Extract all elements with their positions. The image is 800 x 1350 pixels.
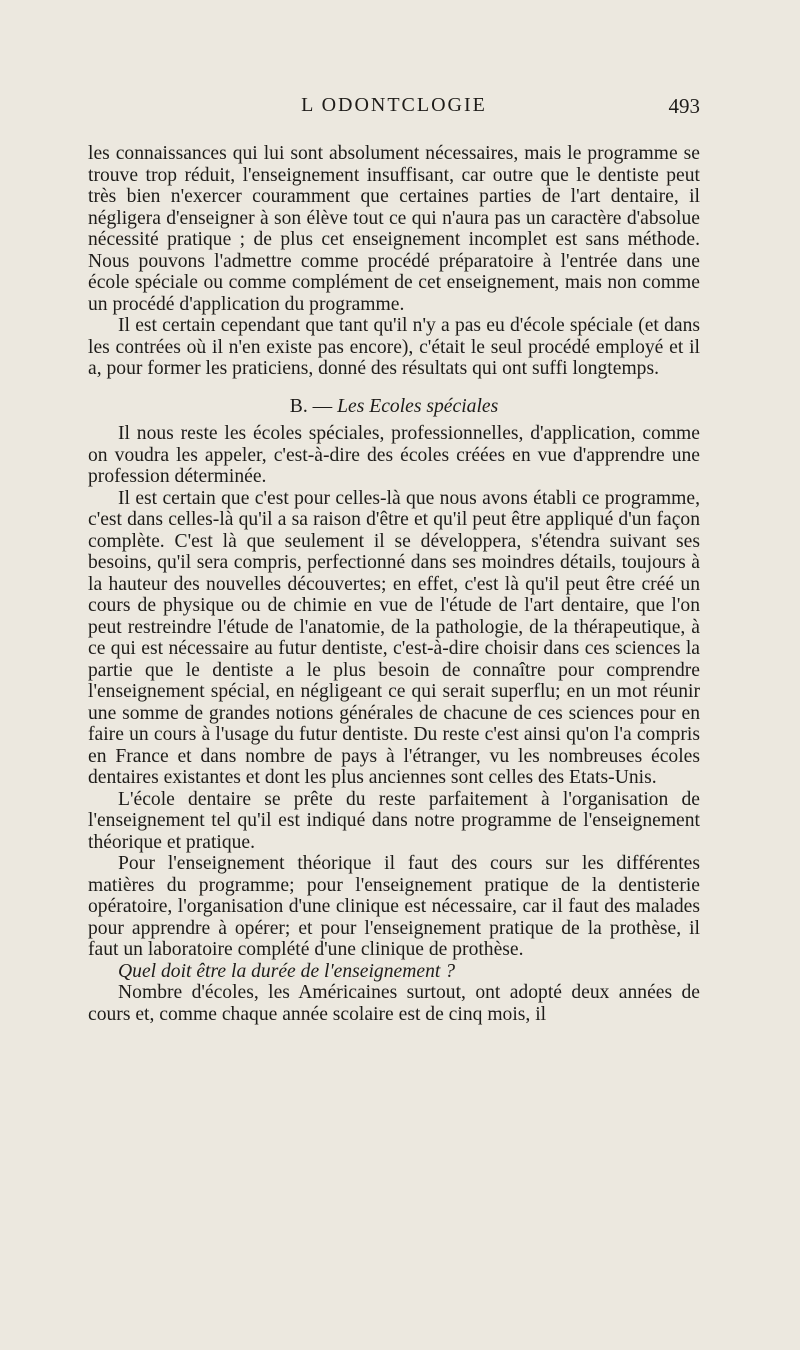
question-duration: Quel doit être la durée de l'enseignement ? [118,960,456,982]
paragraph-special-schools: Il nous reste les écoles spéciales, professionnelles, d'application, comme on voudra les appeler, c'est-à-dire des écoles créées en vue d'apprendre une profession déterminée. [88,423,700,487]
paragraph-dental-school: L'école dentaire se prête du reste parfaitement à l'organisation de l'enseignement tel qu'il est indiqué dans notre programme de l'enseignement théorique et pratique. [88,788,700,853]
section-heading [88,396,700,418]
page-header [88,94,700,124]
running-head: L ODONTCLOGIE [301,94,487,116]
section-dash: — [312,395,333,417]
paragraph-apprenticeship-results: Il est certain cependant que tant qu'il n'y a pas eu d'école spéciale (et dans les contrées où il n'en existe pas encore), c'était le seul procédé employé et il a, pour former les praticiens, donné des résultats qui ont suffi longtemps. [88,315,700,379]
page-body [88,143,700,1025]
section-title: Les Ecoles spéciales [337,395,499,417]
paragraph-continuation: les connaissances qui lui sont absolument nécessaires, mais le programme se trouve trop réduit, l'enseignement insuffisant, car outre que le dentiste peut très bien n'exercer couramment que certaines parties de l'art dentaire, il négligera d'enseigner à son élève tout ce qui n'aura pas un caractère d'absolue nécessité pratique ; de plus cet enseignement incomplet est sans méthode. Nous pouvons l'admettre comme procédé préparatoire à l'entrée dans une école spéciale ou comme complément de cet enseignement, mais non comme un procédé d'application du programme. [88,143,700,315]
section-letter: B. [289,395,308,417]
page-number: 493 [668,94,700,118]
paragraph-american-schools: Nombre d'écoles, les Américaines surtout, ont adopté deux années de cours et, comme chaque année scolaire est de cinq mois, il [88,982,700,1025]
paragraph-theory-practice: Pour l'enseignement théorique il faut des cours sur les différentes matières du programme; pour l'enseignement pratique de la dentisterie opératoire, l'organisation d'une clinique est nécessaire, car il faut des malades pour apprendre à opérer; et pour l'enseignement pratique de la prothèse, il faut un laboratoire complété d'une clinique de prothèse. [88,853,700,960]
paragraph-program-application: Il est certain que c'est pour celles-là que nous avons établi ce programme, c'est dans celles-là qu'il a sa raison d'être et qu'il peut être appliqué d'un façon complète. C'est là que seulement il se développera, s'étendra suivant ses besoins, qu'il sera compris, perfectionné dans ses moindres détails, toujours à la hauteur des nouvelles découvertes; en effet, c'est là qu'il peut être créé un cours de physique ou de chimie en vue de l'étude de l'art dentaire, que l'on peut restreindre l'étude de l'anatomie, de la pathologie, de la thérapeutique, à ce qui est nécessaire au futur dentiste, c'est-à-dire choisir dans ces sciences la partie que le dentiste a le plus besoin de connaître pour comprendre l'enseignement spécial, en négligeant ce qui serait superflu; en un mot réunir une somme de grandes notions générales de chacune de ces sciences pour en faire un cours à l'usage du futur dentiste. Du reste c'est ainsi qu'on l'a compris en France et dans nombre de pays à l'étranger, vu les nombreuses écoles dentaires existantes et dont les plus anciennes sont celles des Etats-Unis. [88,487,700,788]
